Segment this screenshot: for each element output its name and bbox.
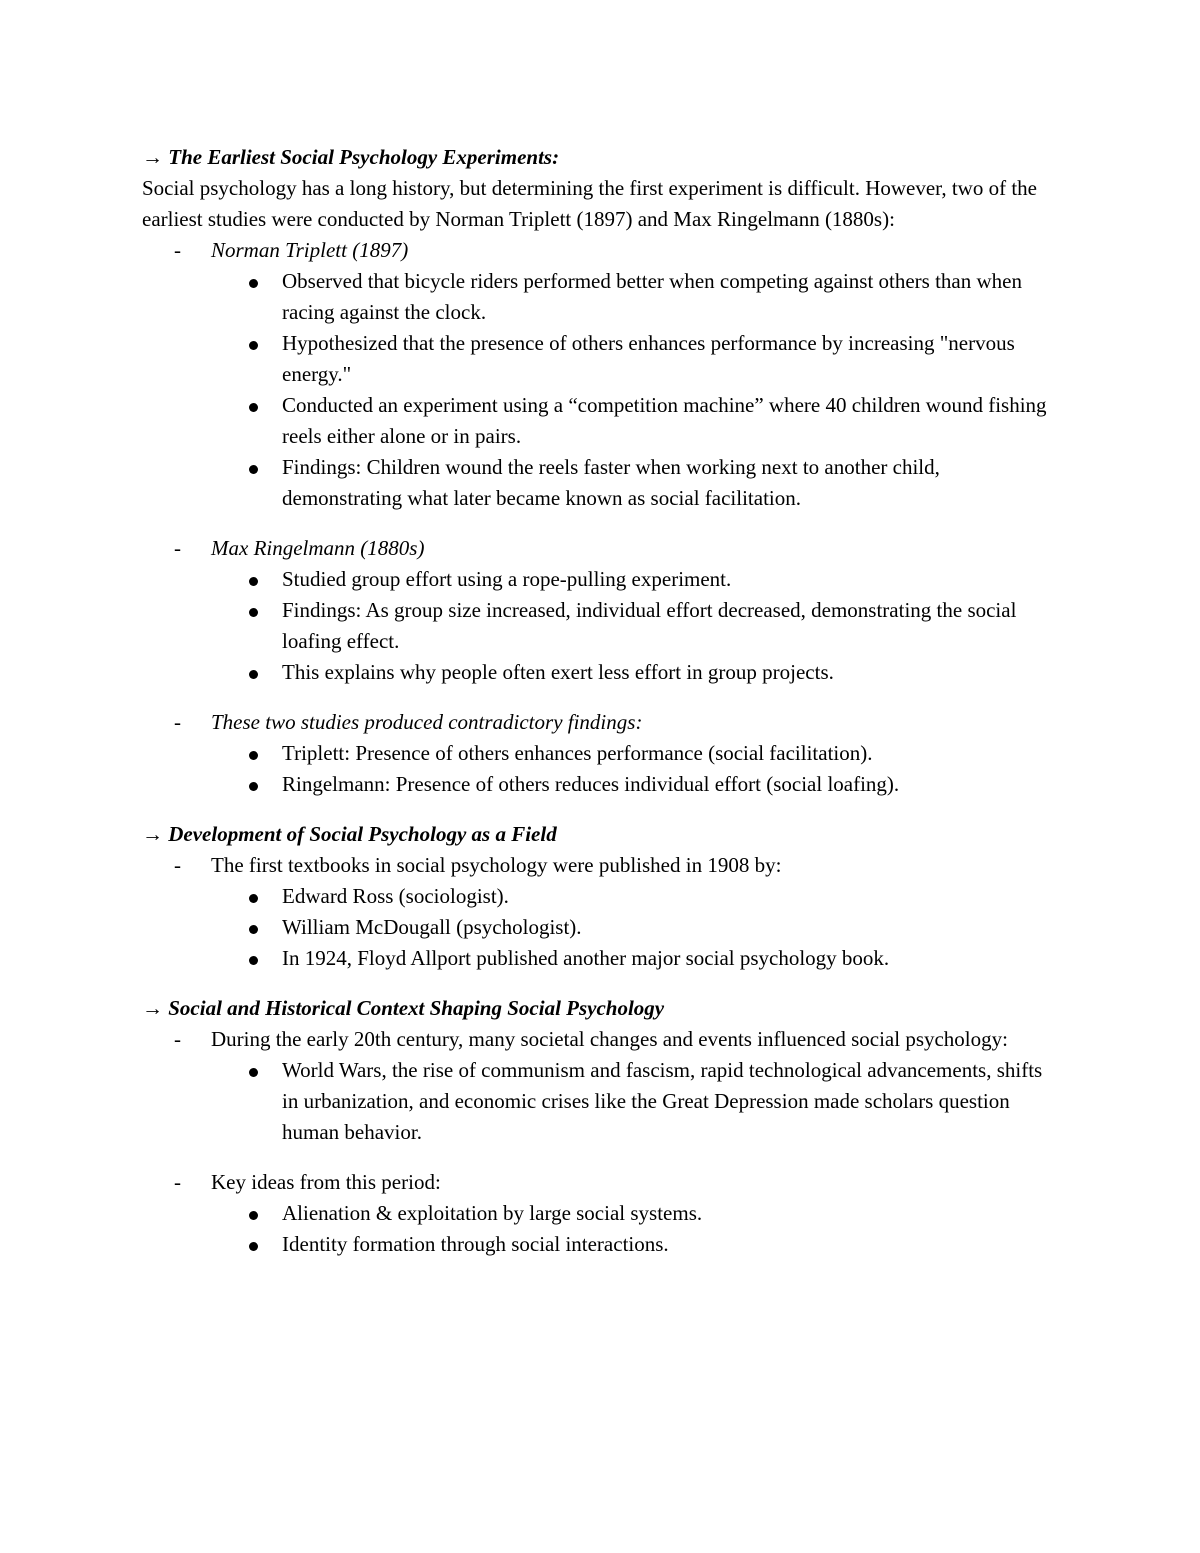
section-heading	[142, 993, 1062, 1024]
dash-item-label: Key ideas from this period:	[211, 1170, 441, 1194]
bullet-icon	[249, 925, 258, 934]
bullet-icon	[249, 751, 258, 760]
dash-item	[142, 533, 1062, 688]
bullet-text: World Wars, the rise of communism and fascism, rapid technological advancements, shifts in urbanization, and economic crises like the Great Depression made scholars question human behavior.	[282, 1058, 1043, 1144]
arrow-icon: →	[142, 996, 163, 1020]
arrow-icon: →	[142, 145, 163, 169]
bullet-icon	[249, 465, 258, 474]
bullet-list	[211, 881, 1062, 974]
dash-list	[142, 1024, 1062, 1260]
bullet-text: Hypothesized that the presence of others enhances performance by increasing "nervous energy."	[282, 331, 1015, 386]
arrow-icon: →	[142, 822, 163, 846]
section-development	[142, 819, 1062, 974]
dash-marker: -	[174, 238, 181, 262]
bullet-item	[211, 943, 1062, 974]
dash-item-label: Norman Triplett (1897)	[211, 238, 409, 262]
bullet-list	[211, 738, 1062, 800]
bullet-item	[211, 1198, 1062, 1229]
bullet-item	[211, 657, 1062, 688]
dash-item	[142, 235, 1062, 514]
bullet-icon	[249, 341, 258, 350]
dash-list	[142, 235, 1062, 800]
dash-marker: -	[174, 1170, 181, 1194]
document-page	[142, 142, 1062, 1260]
section-heading	[142, 819, 1062, 850]
dash-item-label: During the early 20th century, many societal changes and events influenced social psychology:	[211, 1027, 1008, 1051]
bullet-item	[211, 452, 1062, 514]
bullet-item	[211, 266, 1062, 328]
bullet-text: Conducted an experiment using a “competition machine” where 40 children wound fishing reels either alone or in pairs.	[282, 393, 1047, 448]
bullet-text: Edward Ross (sociologist).	[282, 884, 509, 908]
dash-marker: -	[174, 536, 181, 560]
dash-item	[142, 850, 1062, 974]
bullet-item	[211, 564, 1062, 595]
bullet-icon	[249, 1242, 258, 1251]
section-title: The Earliest Social Psychology Experiments:	[168, 145, 560, 169]
bullet-text: Studied group effort using a rope-pulling experiment.	[282, 567, 732, 591]
bullet-item	[211, 328, 1062, 390]
section-historical-context	[142, 993, 1062, 1260]
bullet-text: This explains why people often exert less effort in group projects.	[282, 660, 834, 684]
bullet-icon	[249, 577, 258, 586]
dash-item	[142, 1024, 1062, 1148]
bullet-icon	[249, 1211, 258, 1220]
dash-item-label: Max Ringelmann (1880s)	[211, 536, 425, 560]
bullet-text: Triplett: Presence of others enhances performance (social facilitation).	[282, 741, 873, 765]
bullet-item	[211, 390, 1062, 452]
bullet-list	[211, 1055, 1062, 1148]
bullet-item	[211, 881, 1062, 912]
bullet-list	[211, 266, 1062, 514]
section-title: Development of Social Psychology as a Field	[168, 822, 557, 846]
bullet-item	[211, 912, 1062, 943]
section-title: Social and Historical Context Shaping Social Psychology	[168, 996, 665, 1020]
bullet-item	[211, 769, 1062, 800]
dash-marker: -	[174, 853, 181, 877]
bullet-text: Alienation & exploitation by large social systems.	[282, 1201, 703, 1225]
dash-item-label: These two studies produced contradictory findings:	[211, 710, 643, 734]
bullet-icon	[249, 782, 258, 791]
dash-list	[142, 850, 1062, 974]
bullet-item	[211, 1055, 1062, 1148]
dash-item	[142, 1167, 1062, 1260]
bullet-text: William McDougall (psychologist).	[282, 915, 582, 939]
dash-item-label: The first textbooks in social psychology were published in 1908 by:	[211, 853, 782, 877]
bullet-icon	[249, 608, 258, 617]
bullet-icon	[249, 1068, 258, 1077]
dash-marker: -	[174, 710, 181, 734]
bullet-icon	[249, 279, 258, 288]
bullet-icon	[249, 894, 258, 903]
bullet-text: Observed that bicycle riders performed better when competing against others than when racing against the clock.	[282, 269, 1022, 324]
bullet-text: Identity formation through social interactions.	[282, 1232, 669, 1256]
section-intro: Social psychology has a long history, but determining the first experiment is difficult. However, two of the earliest studies were conducted by Norman Triplett (1897) and Max Ringelmann (1880s):	[142, 176, 1037, 231]
bullet-text: Findings: Children wound the reels faster when working next to another child, demonstrating what later became known as social facilitation.	[282, 455, 940, 510]
bullet-item	[211, 595, 1062, 657]
bullet-icon	[249, 403, 258, 412]
section-earliest-experiments	[142, 142, 1062, 800]
bullet-text: Findings: As group size increased, individual effort decreased, demonstrating the social loafing effect.	[282, 598, 1017, 653]
bullet-list	[211, 564, 1062, 688]
section-heading	[142, 142, 1062, 173]
bullet-icon	[249, 956, 258, 965]
bullet-item	[211, 1229, 1062, 1260]
dash-item	[142, 707, 1062, 800]
bullet-list	[211, 1198, 1062, 1260]
dash-marker: -	[174, 1027, 181, 1051]
bullet-icon	[249, 670, 258, 679]
bullet-item	[211, 738, 1062, 769]
bullet-text: Ringelmann: Presence of others reduces individual effort (social loafing).	[282, 772, 900, 796]
bullet-text: In 1924, Floyd Allport published another major social psychology book.	[282, 946, 890, 970]
